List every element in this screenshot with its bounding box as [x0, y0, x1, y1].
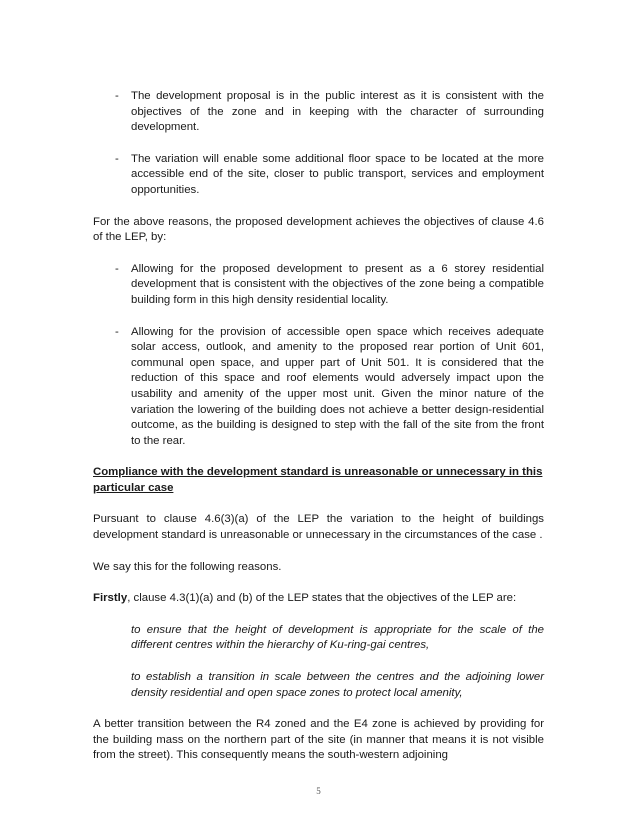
paragraph-transition: A better transition between the R4 zoned and the E4 zone is achieved by providing for the building mass on the northern part of the site (in manner that means it is not visible from the street). This consequently means the south-western adjoining — [93, 718, 544, 762]
bullet-item-six-storey — [93, 262, 544, 309]
firstly-label: Firstly — [93, 592, 128, 605]
spacer — [93, 607, 544, 623]
bullet-item-open-space — [93, 325, 544, 450]
spacer — [93, 654, 544, 670]
bullet-dash: - — [115, 325, 119, 338]
bullet-text: The development proposal is in the public interest as it is consistent with the objectives of the zone and in keeping with the character of surrounding development. — [131, 90, 544, 134]
bullet-dash: - — [115, 262, 119, 275]
spacer — [93, 544, 544, 560]
bullet-dash: - — [115, 90, 119, 102]
bullet-item-public-interest — [93, 89, 544, 136]
page-number: 5 — [316, 786, 321, 796]
spacer — [93, 496, 544, 512]
bullet-list-top — [93, 89, 544, 199]
bullet-item-floor-space — [93, 152, 544, 199]
spacer — [93, 246, 544, 262]
spacer — [93, 575, 544, 591]
spacer — [93, 309, 544, 325]
bullet-dash: - — [115, 152, 119, 165]
bullet-text: Allowing for the proposed development to present as a 6 storey residential development that is consistent with the objectives of the zone being a compatible building form in this high density residential locality. — [131, 262, 544, 306]
paragraph-reasons: For the above reasons, the proposed development achieves the objectives of clause 4.6 of the LEP, by: — [93, 215, 544, 244]
bullet-list-by — [93, 262, 544, 450]
firstly-text: , clause 4.3(1)(a) and (b) of the LEP states that the objectives of the LEP are: — [127, 592, 517, 605]
paragraph-firstly — [93, 591, 544, 607]
spacer — [93, 199, 544, 215]
bullet-text: The variation will enable some additional floor space to be located at the more accessible end of the site, closer to public transport, services and employment opportunities. — [131, 152, 544, 196]
document-body — [93, 89, 544, 764]
section-heading: Compliance with the development standard is unreasonable or unnecessary in this particular case — [93, 466, 543, 494]
paragraph-pursuant: Pursuant to clause 4.6(3)(a) of the LEP the variation to the height of buildings development standard is unreasonable or unnecessary in the circumstances of the case . — [93, 513, 544, 542]
spacer — [93, 449, 544, 465]
quote-objective-b: to establish a transition in scale between the centres and the adjoining lower density residential and open space zones to protect local amenity, — [131, 671, 544, 699]
paragraph-we-say: We say this for the following reasons. — [93, 560, 282, 573]
spacer — [93, 701, 544, 717]
bullet-text: Allowing for the provision of accessible open space which receives adequate solar access, outlook, and amenity to the proposed rear portion of Unit 601, communal open space, and upper part of Unit 501. It is considered that the reduction of this space and roof elements would adversely impact upon the usability and amenity of the upper most unit. Given the minor nature of the variation the lowering of the building does not achieve a better design-residential outcome, as the building is designed to step with the fall of the site from the front to the rear. — [131, 325, 544, 447]
quote-objective-a: to ensure that the height of development is appropriate for the scale of the different centres within the hierarchy of Ku-ring-gai centres, — [131, 623, 544, 652]
spacer — [93, 136, 544, 152]
